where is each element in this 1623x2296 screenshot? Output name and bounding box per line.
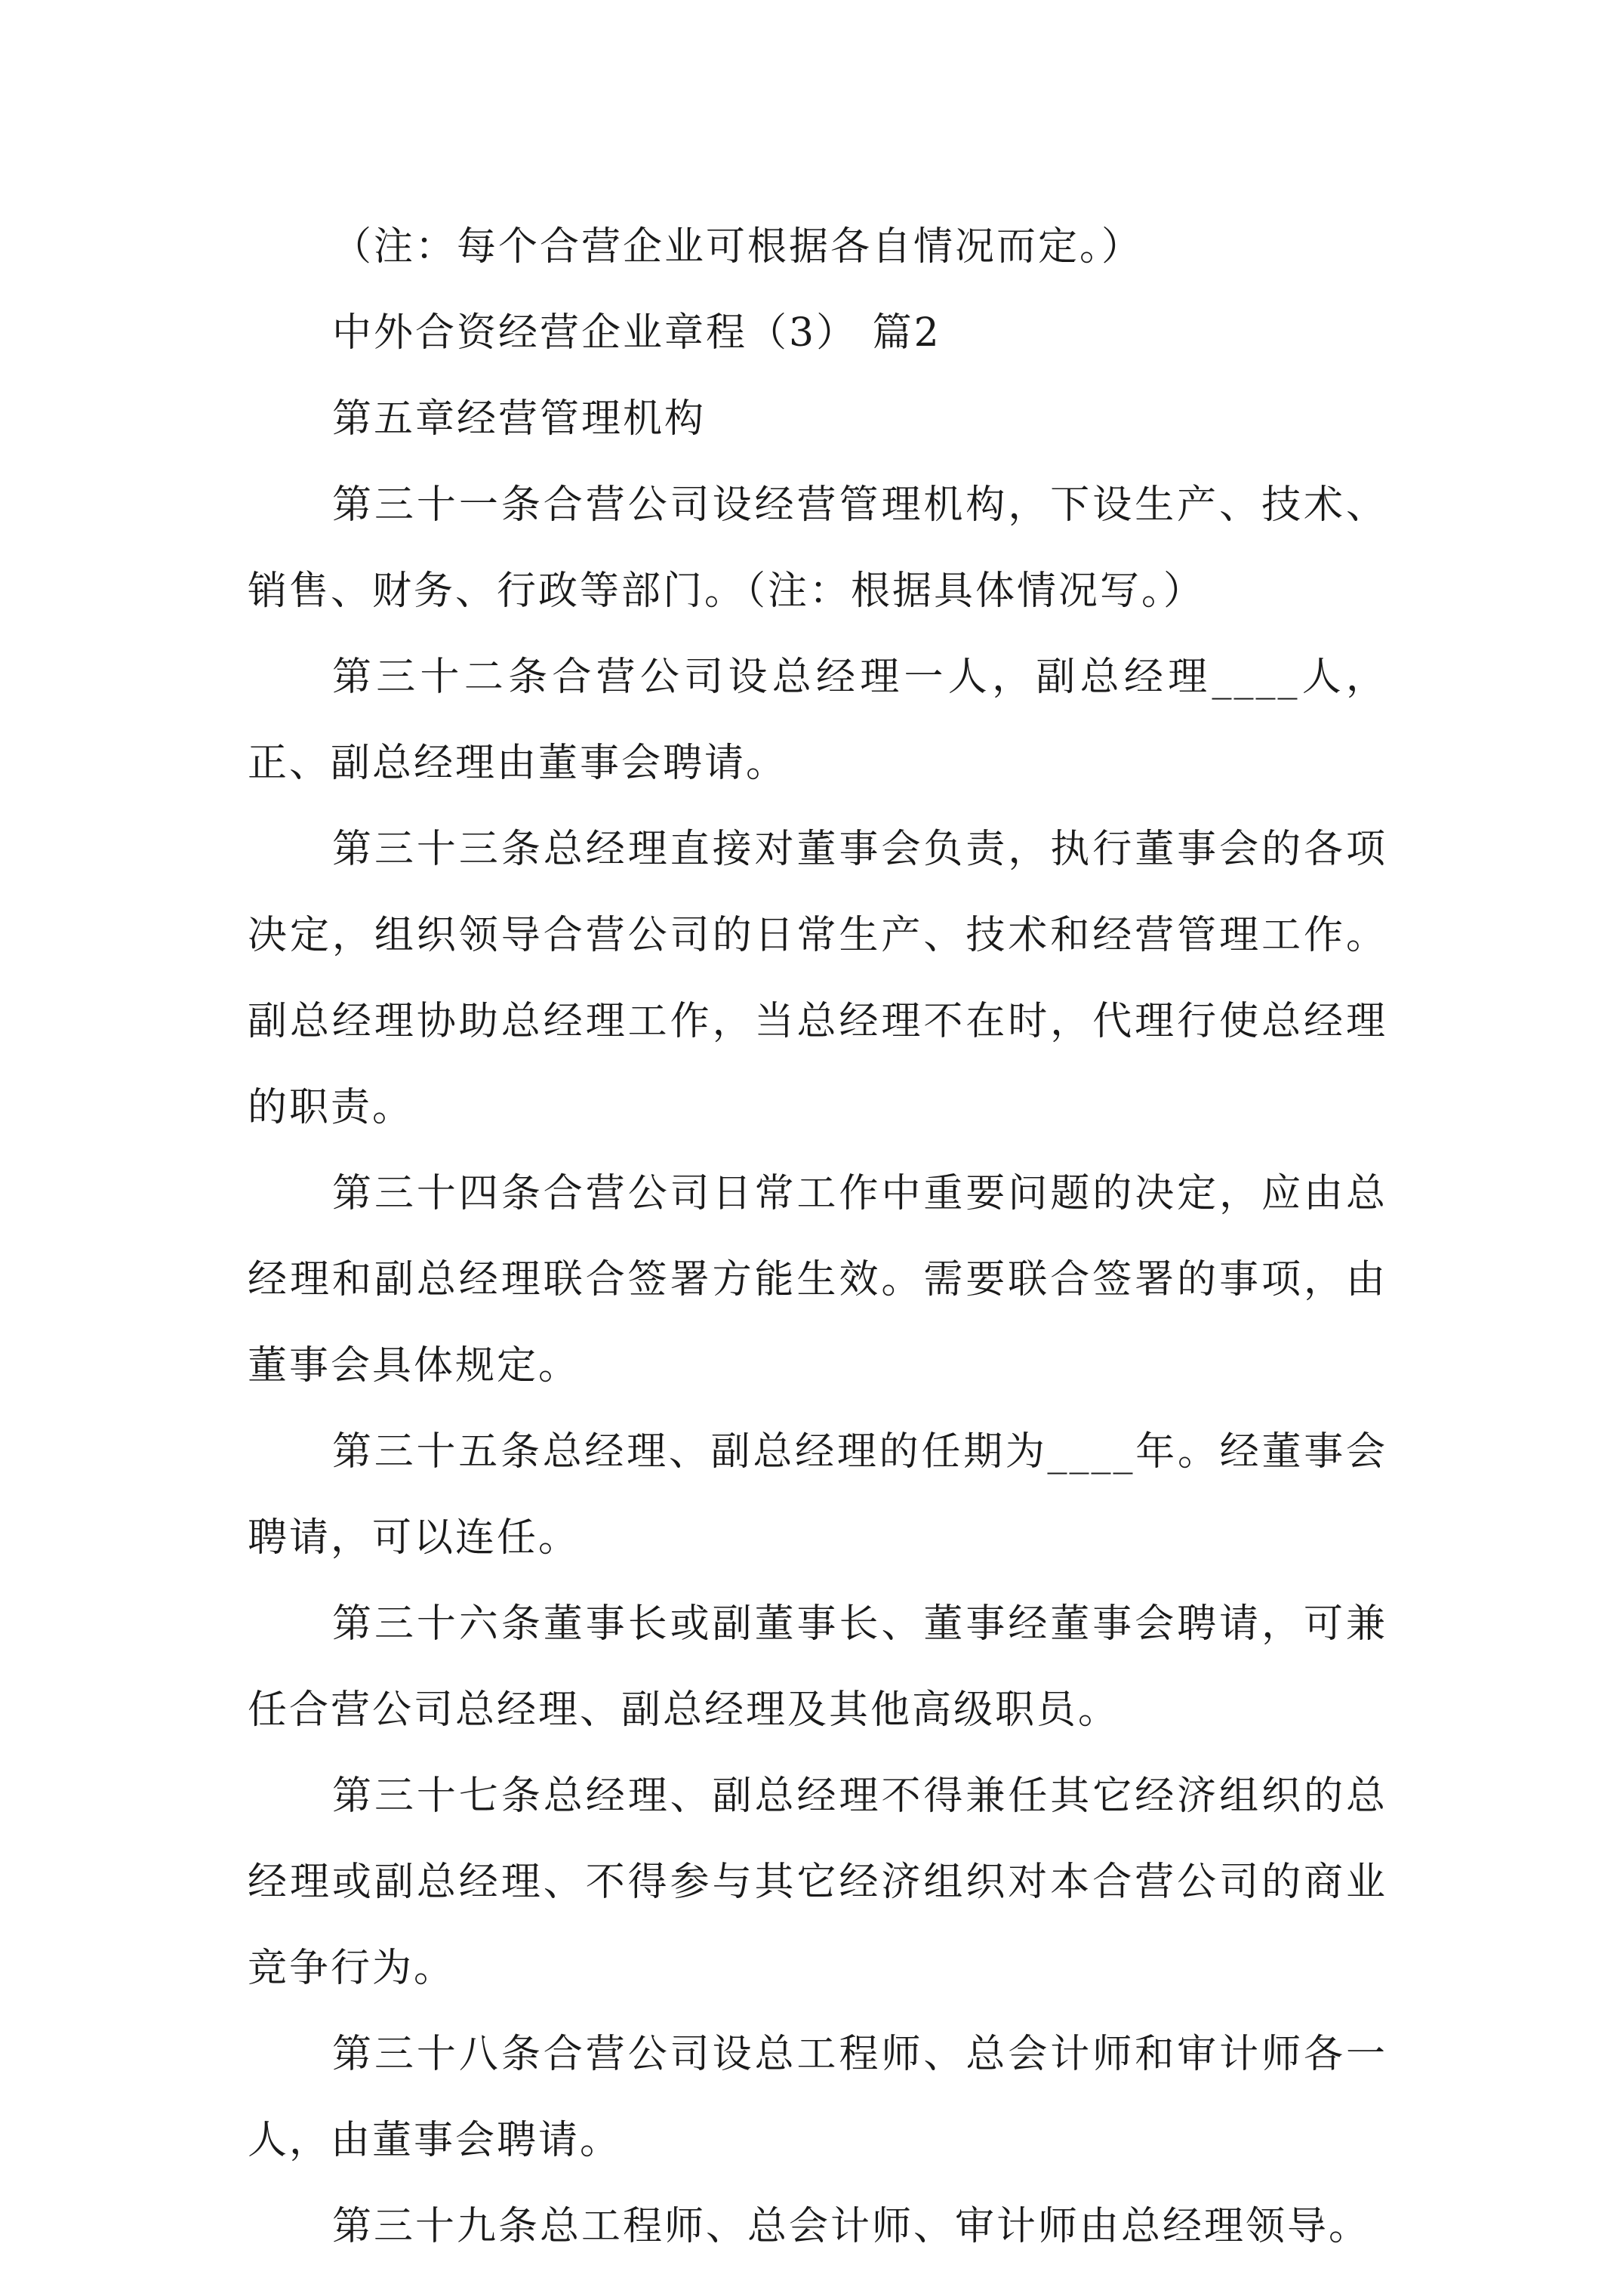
article-35: 第三十五条总经理、副总经理的任期为____年。经董事会聘请，可以连任。 — [248, 1429, 1387, 1561]
article-34: 第三十四条合营公司日常工作中重要问题的决定，应由总经理和副总经理联合签署方能生效。需要联合签署的事项，由董事会具体规定。 — [248, 1171, 1387, 1388]
document-title: 中外合资经营企业章程（3） 篇2 — [332, 310, 941, 356]
article-37: 第三十七条总经理、副总经理不得兼任其它经济组织的总经理或副总经理、不得参与其它经济组织对本合营公司的商业竞争行为。 — [248, 1774, 1387, 1991]
article-31: 第三十一条合营公司设经营管理机构，下设生产、技术、销售、财务、行政等部门。（注：根据具体情况写。） — [248, 482, 1387, 614]
chapter-heading: 第五章经营管理机构 — [332, 396, 707, 442]
document-body — [248, 204, 1387, 2270]
note-paragraph: （注：每个合营企业可根据各自情况而定。） — [332, 224, 1144, 270]
article-33: 第三十三条总经理直接对董事会负责，执行董事会的各项决定，组织领导合营公司的日常生产、技术和经营管理工作。副总经理协助总经理工作，当总经理不在时，代理行使总经理的职责。 — [248, 827, 1387, 1130]
article-36: 第三十六条董事长或副董事长、董事经董事会聘请，可兼任合营公司总经理、副总经理及其他高级职员。 — [248, 1601, 1387, 1733]
article-32: 第三十二条合营公司设总经理一人，副总经理____人，正、副总经理由董事会聘请。 — [248, 655, 1387, 786]
article-38: 第三十八条合营公司设总工程师、总会计师和审计师各一人，由董事会聘请。 — [248, 2032, 1387, 2163]
article-39: 第三十九条总工程师、总会计师、审计师由总经理领导。 — [332, 2204, 1371, 2249]
